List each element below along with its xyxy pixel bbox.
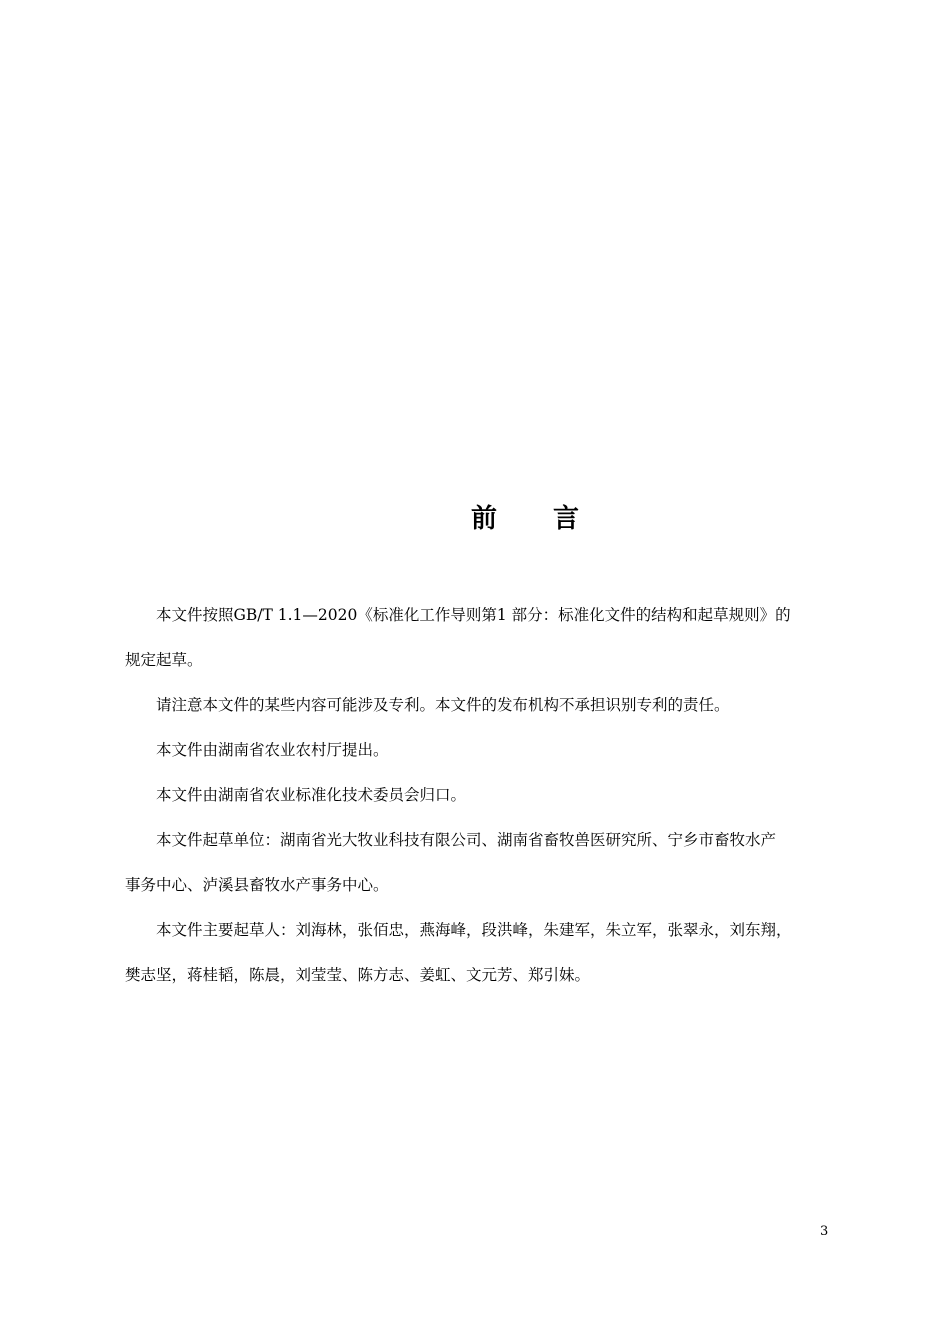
title-char-2: 言 (553, 504, 580, 534)
paragraph-line: 事务中心、泸溪县畜牧水产事务中心。 (125, 876, 389, 894)
paragraph-line: 规定起草。 (125, 651, 203, 669)
page-title (0, 498, 950, 535)
paragraph-standard-basis (125, 593, 837, 683)
paragraph-patent-notice (125, 683, 837, 728)
paragraph-proposer (125, 728, 837, 773)
paragraph-line: 樊志坚，蒋桂韬，陈晨，刘莹莹、陈方志、姜虹、文元芳、郑引妹。 (125, 966, 591, 984)
title-char-1: 前 (470, 504, 497, 534)
paragraph-drafting-units (125, 818, 837, 908)
paragraph-line: 本文件由湖南省农业农村厅提出。 (156, 741, 389, 759)
paragraph-line: 请注意本文件的某些内容可能涉及专利。本文件的发布机构不承担识别专利的责任。 (156, 696, 730, 714)
paragraph-line: 本文件起草单位：湖南省光大牧业科技有限公司、湖南省畜牧兽医研究所、宁乡市畜牧水产 (156, 831, 777, 849)
foreword-body (125, 593, 837, 998)
paragraph-line: 本文件按照GB/T 1.1—2020《标准化工作导则第1 部分：标准化文件的结构和起草规则》的 (156, 606, 791, 624)
paragraph-drafters (125, 908, 837, 998)
paragraph-committee (125, 773, 837, 818)
paragraph-line: 本文件由湖南省农业标准化技术委员会归口。 (156, 786, 467, 804)
paragraph-line: 本文件主要起草人：刘海林，张佰忠，燕海峰，段洪峰，朱建军，朱立军，张翠永，刘东翔， (156, 921, 792, 939)
page-number: 3 (820, 1224, 829, 1239)
